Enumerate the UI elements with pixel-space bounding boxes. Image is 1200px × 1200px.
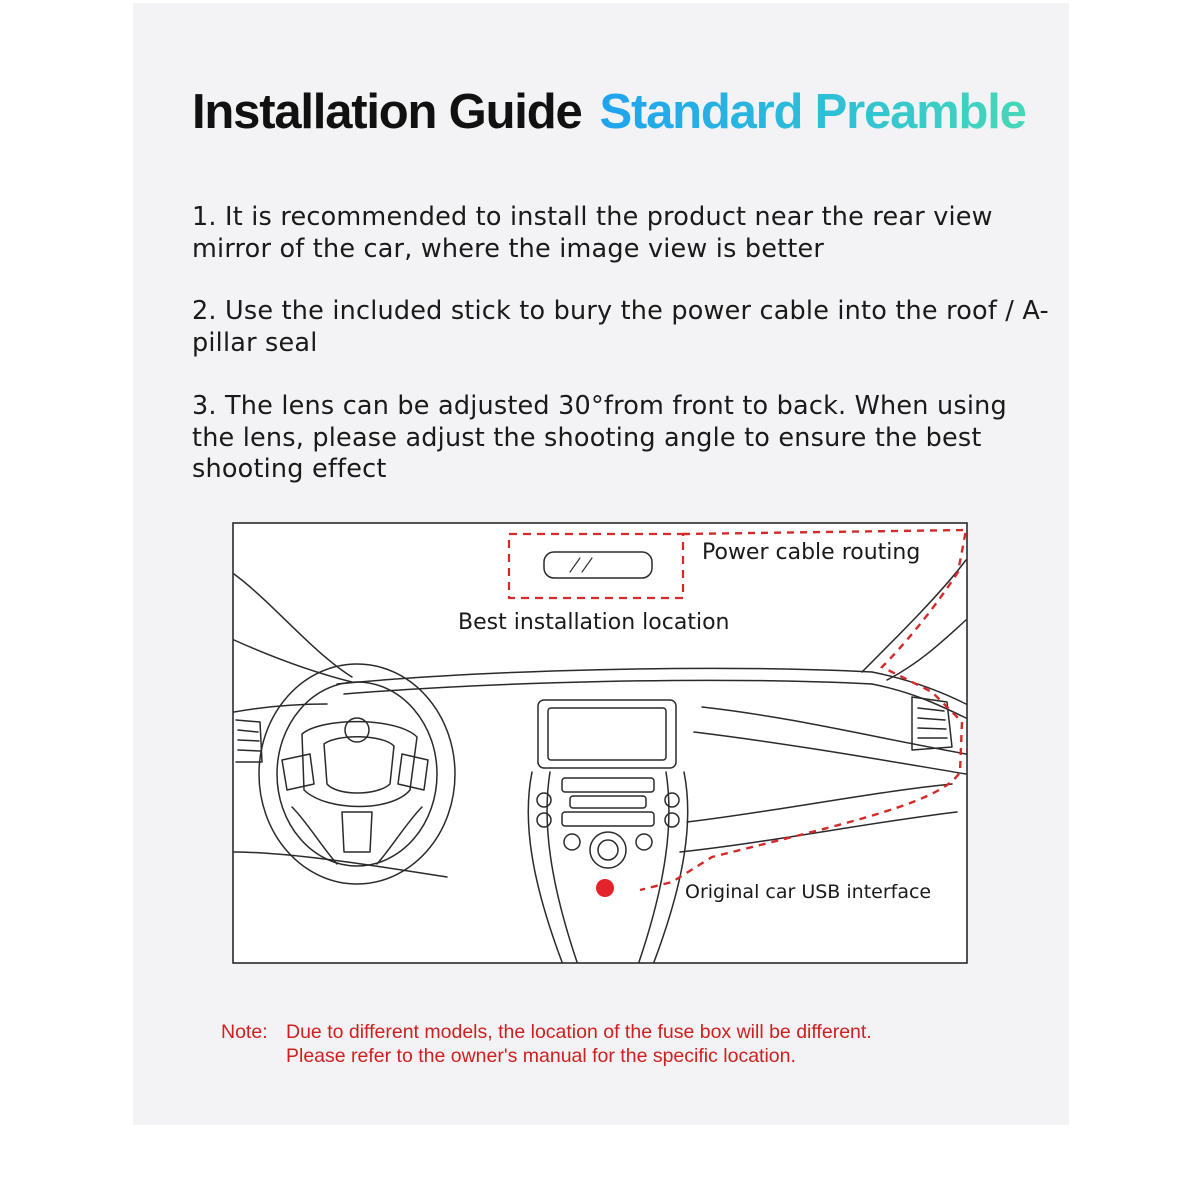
note-line-2: Please refer to the owner's manual for the specific location.: [286, 1045, 796, 1067]
step-3: 3. The lens can be adjusted 30°from front to back. When using the lens, please adjust the shooting angle to ensure the best shooting effect: [192, 391, 1007, 484]
title-main: Installation Guide: [192, 85, 582, 139]
title-highlight: Standard Preamble: [599, 85, 1026, 139]
note-label: Note:: [221, 1021, 268, 1043]
usb-interface-label: Original car USB interface: [685, 881, 932, 903]
note-row-2: [221, 1044, 1021, 1068]
power-cable-label: Power cable routing: [702, 540, 921, 565]
step-1: 1. It is recommended to install the product near the rear view mirror of the car, where the image view is better: [192, 202, 993, 264]
installation-diagram: [232, 522, 968, 964]
page-title: [192, 84, 1092, 154]
step-2: 2. Use the included stick to bury the power cable into the roof / A-pillar seal: [192, 296, 1049, 358]
note-line-1: Due to different models, the location of the fuse box will be different.: [286, 1021, 872, 1043]
install-location-label: Best installation location: [458, 610, 730, 635]
note: [221, 1020, 1021, 1068]
note-row-1: [221, 1020, 1021, 1044]
